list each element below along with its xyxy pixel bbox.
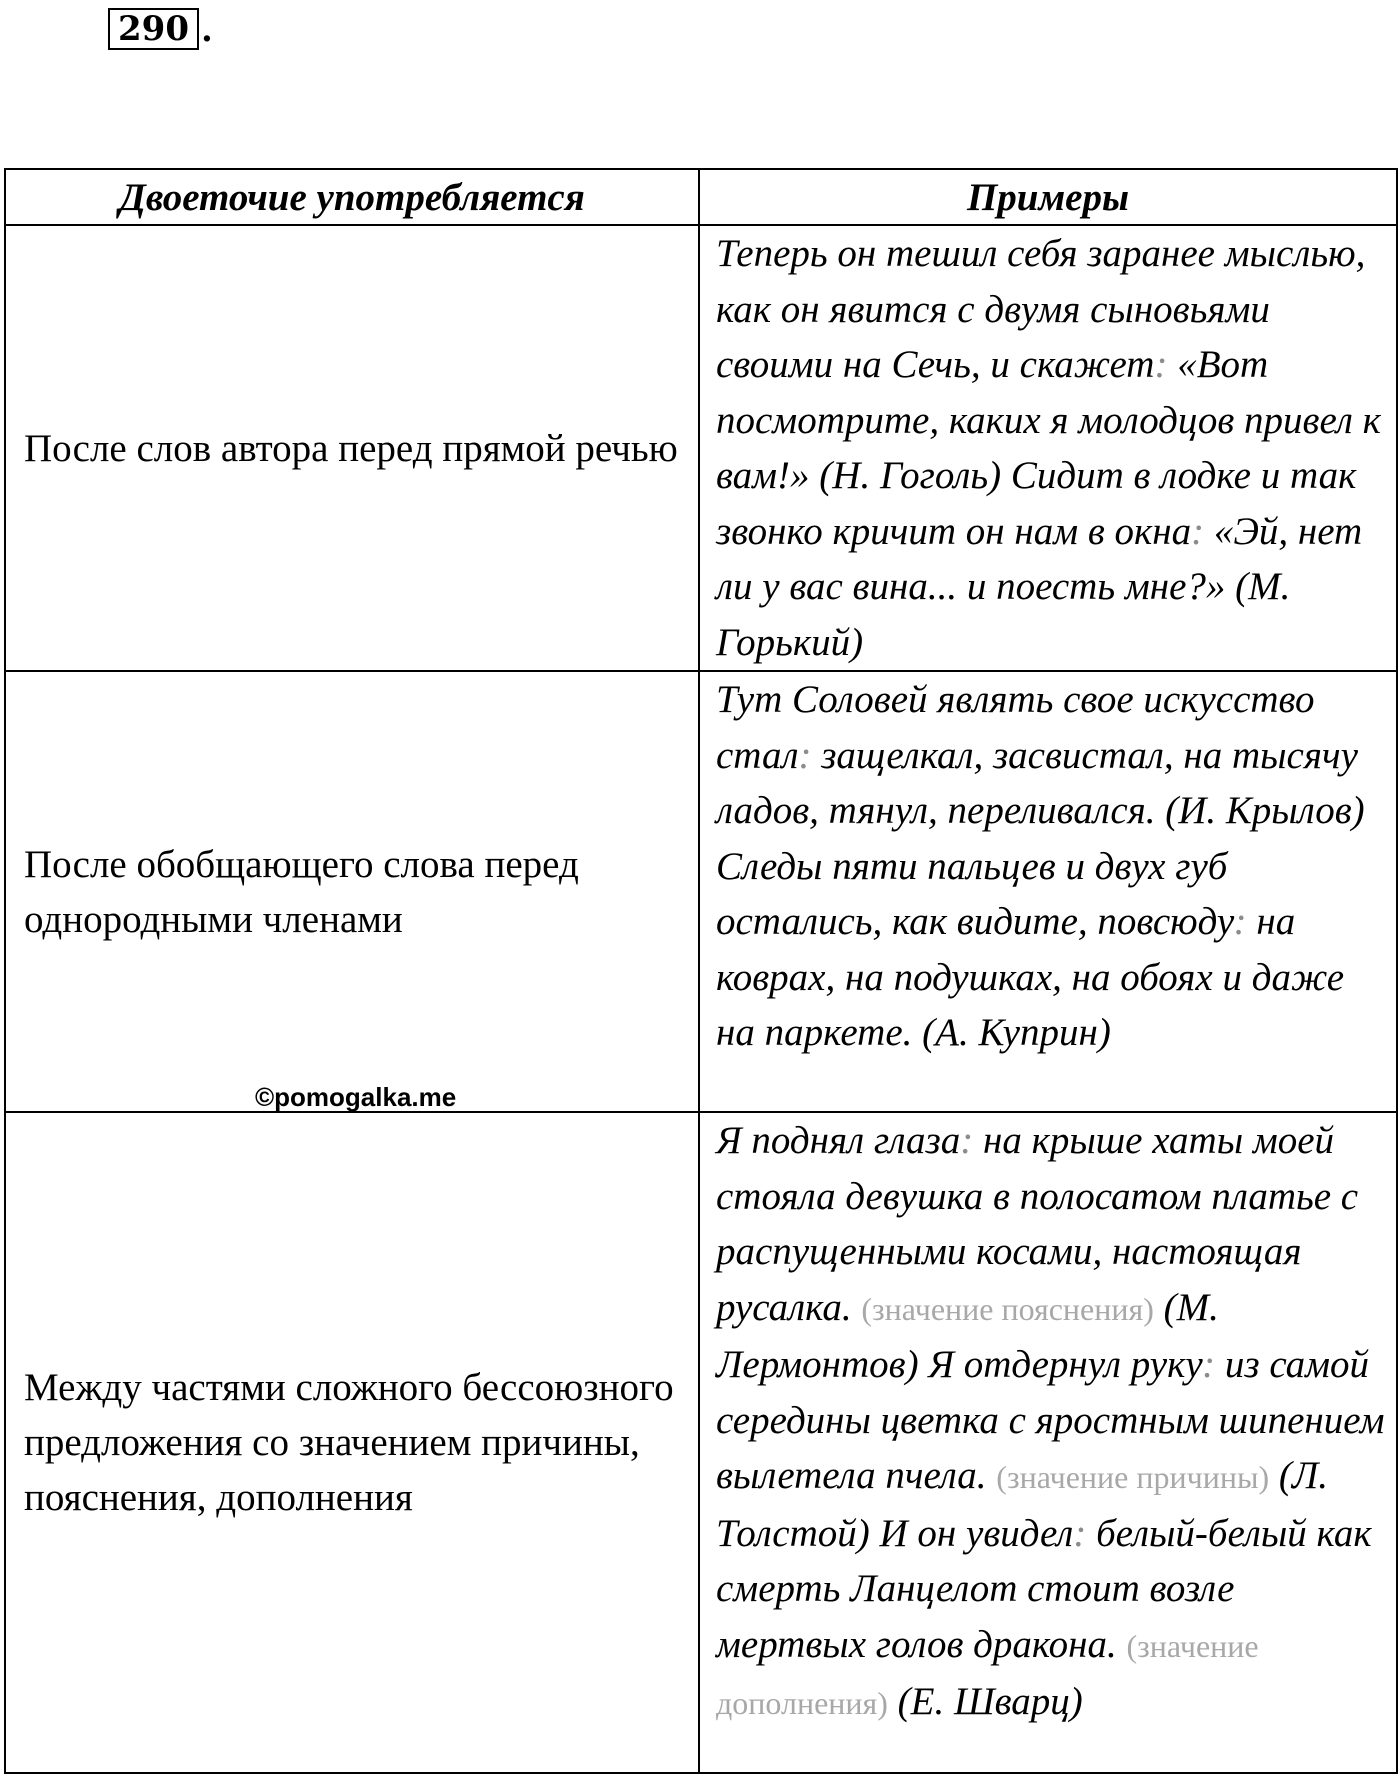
example-text: из самой середины цветка с яростным шипением вылетела пчела. bbox=[716, 1343, 1385, 1497]
example-text: на крыше хаты моей стояла девушка в полосатом платье с распущенными косами, настоящая русалка. bbox=[716, 1119, 1359, 1329]
example-text: белый-белый как смерть Ланцелот стоит возле мертвых голов дракона. bbox=[716, 1511, 1372, 1666]
example-text: на коврах, на подушках, на обоях и даже на паркете. (А. Куприн) bbox=[716, 900, 1345, 1054]
colon-mark: : bbox=[798, 733, 812, 777]
meaning-note: (значение дополнения) bbox=[716, 1627, 1259, 1721]
colon-mark: : bbox=[1233, 900, 1247, 943]
table-row bbox=[5, 225, 1397, 671]
table-header-row bbox=[5, 169, 1397, 225]
example-text: (Л. Толстой) И он увидел bbox=[716, 1454, 1329, 1555]
table-row bbox=[5, 671, 1397, 1112]
header-examples: Примеры bbox=[699, 169, 1397, 225]
example-cell bbox=[699, 225, 1397, 671]
usage-cell: Между частями сложного бессоюзного предложения со значением причины, пояснения, дополнения bbox=[5, 1112, 699, 1773]
colon-mark: : bbox=[960, 1119, 974, 1162]
usage-cell: После обобщающего слова перед однородными членами bbox=[5, 671, 699, 1112]
example-text: (М. Лермонтов) Я отдернул руку bbox=[716, 1285, 1219, 1386]
task-number bbox=[108, 10, 213, 50]
meaning-note: (значение пояснения) bbox=[861, 1290, 1154, 1327]
example-text: «Эй, нет ли у вас вина... и поесть мне?» (М. Горький) bbox=[716, 509, 1363, 664]
example-cell bbox=[699, 1112, 1397, 1773]
example-text: Теперь он тешил себя заранее мыслью, как он явится с двумя сыновьями своими на Сечь, и скажет bbox=[716, 232, 1366, 386]
example-text: защелкал, засвистал, на тысячу ладов, тянул, переливался. (И. Крылов) Следы пяти пальцев и двух губ остались, как видите, повсюду bbox=[716, 733, 1365, 943]
table-row bbox=[5, 1112, 1397, 1773]
colon-usage-table bbox=[4, 168, 1398, 1774]
colon-mark: : bbox=[1154, 343, 1168, 386]
task-number-dot: . bbox=[200, 10, 213, 50]
colon-mark: : bbox=[1202, 1343, 1216, 1386]
meaning-note: (значение причины) bbox=[996, 1459, 1270, 1495]
example-text: (Е. Шварц) bbox=[887, 1680, 1083, 1723]
example-text: Я поднял глаза bbox=[716, 1119, 961, 1162]
example-text: «Вот посмотрите, каких я молодцов привел к вам!» (Н. Гоголь) Сидит в лодке и так звонко кричит он нам в окна bbox=[716, 343, 1381, 553]
colon-mark: : bbox=[1191, 509, 1205, 553]
colon-mark: : bbox=[1073, 1511, 1087, 1555]
header-usage: Двоеточие употребляется bbox=[5, 169, 699, 225]
watermark: ©pomogalka.me bbox=[255, 1082, 457, 1112]
example-text: Тут Соловей являть свое искусство стал bbox=[716, 678, 1315, 777]
example-cell bbox=[699, 671, 1397, 1112]
task-number-box: 290 bbox=[108, 8, 199, 50]
usage-cell: После слов автора перед прямой речью bbox=[5, 225, 699, 671]
